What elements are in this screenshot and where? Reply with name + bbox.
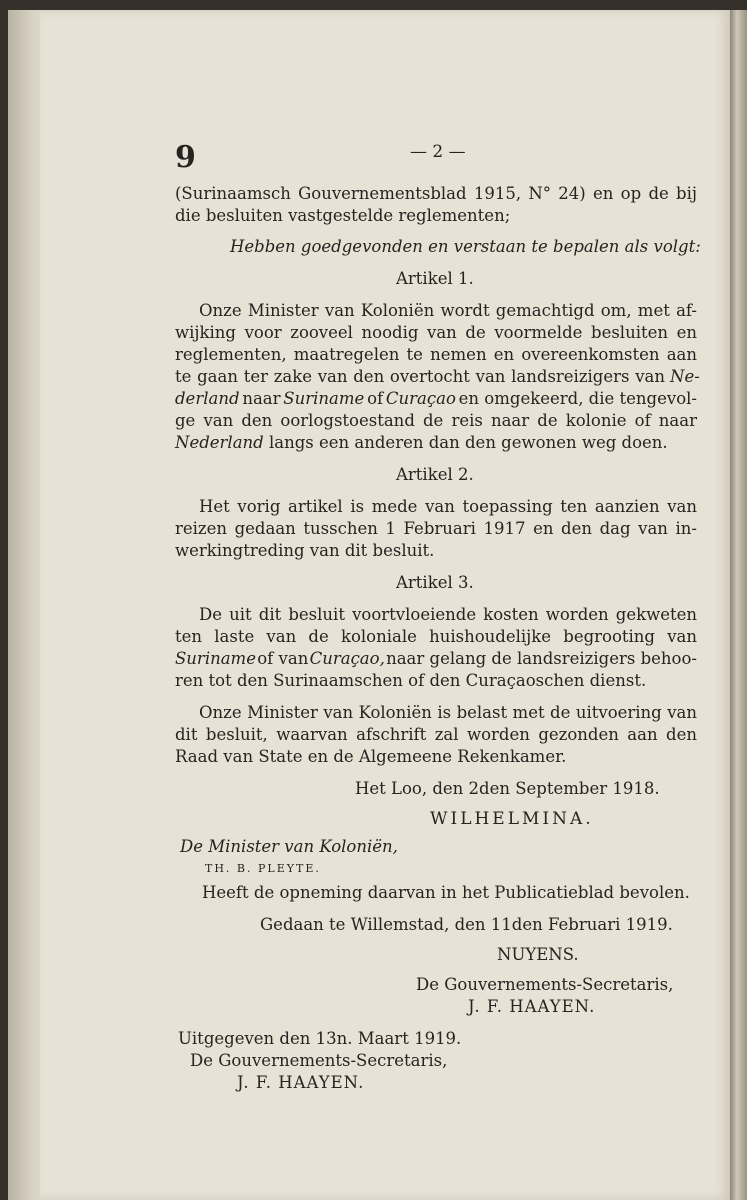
issued-line: Uitgegeven den 13n. Maart 1919. <box>178 1029 462 1048</box>
queen-signature: WILHELMINA. <box>430 809 594 829</box>
article-2-line: werkingtreding van dit besluit. <box>175 541 435 560</box>
text-fragment: naar <box>242 389 281 408</box>
intro-line-1: (Surinaamsch Gouvernementsblad 1915, N° 24) en op de bij <box>175 184 697 203</box>
place-name: Suriname <box>175 649 256 668</box>
article-1-line: wijking voor zooveel noodig van de voormelde besluiten en <box>175 323 697 342</box>
place-name: derland <box>175 389 240 408</box>
article-1-italic: Ne- <box>670 367 700 386</box>
minister-title: De Minister van Koloniën, <box>180 837 398 856</box>
article-1-line-5 <box>175 388 697 410</box>
folio-number: 9 <box>175 140 196 175</box>
article-3-heading: Artikel 3. <box>396 573 474 592</box>
page-edge-right <box>730 10 747 1200</box>
issued-secretary-name: J. F. HAAYEN. <box>237 1073 365 1092</box>
article-1-line: te gaan ter zake van den overtocht van landsreizigers van <box>175 367 665 386</box>
article-3-line: ren tot den Surinaamschen of den Curaçaoschen dienst. <box>175 671 647 690</box>
text-fragment: naar gelang de landsreizigers behoo- <box>386 649 697 668</box>
publication-order: Heeft de opneming daarvan in het Publicatieblad bevolen. <box>202 883 690 902</box>
issued-secretary-title: De Gouvernements-Secretaris, <box>190 1051 448 1070</box>
article-1-heading: Artikel 1. <box>396 269 474 288</box>
article-1-line-7 <box>175 432 668 454</box>
article-3-line: ten laste van de koloniale huishoudelijke begrooting van <box>175 627 697 646</box>
text-fragment: of van <box>257 649 309 668</box>
place-name: Suriname <box>283 389 365 408</box>
text-fragment: of <box>367 389 384 408</box>
place-date: Het Loo, den 2den September 1918. <box>355 779 660 798</box>
article-1-line: Onze Minister van Koloniën wordt gemachtigd om, met af- <box>199 301 697 320</box>
text-fragment: langs een anderen dan den gewonen weg doen. <box>268 433 668 452</box>
given-at-line: Gedaan te Willemstad, den 11den Februari 1919. <box>260 915 673 934</box>
place-name: Nederland <box>175 433 264 452</box>
place-name: Curaçao, <box>309 649 385 668</box>
article-3-line-3 <box>175 648 697 670</box>
article-3-line: De uit dit besluit voortvloeiende kosten worden gekweten <box>199 605 697 624</box>
article-1-line: reglementen, maatregelen te nemen en overeenkomsten aan <box>175 345 697 364</box>
secretary-title: De Gouvernements-Secretaris, <box>416 975 674 994</box>
secretary-name: J. F. HAAYEN. <box>468 997 596 1016</box>
intro-line-2: die besluiten vastgestelde reglementen; <box>175 206 511 225</box>
governor-signature: NUYENS. <box>497 945 579 964</box>
article-2-line: reizen gedaan tusschen 1 Februari 1917 en den dag van in- <box>175 519 697 538</box>
minister-name: TH. B. PLEYTE. <box>205 862 321 875</box>
text-fragment: en omgekeerd, die tengevol- <box>458 389 697 408</box>
article-2-line: Het vorig artikel is mede van toepassing ten aanzien van <box>199 497 697 516</box>
execution-line: dit besluit, waarvan afschrift zal worden gezonden aan den <box>175 725 697 744</box>
page-number: — 2 — <box>410 142 466 162</box>
execution-line: Onze Minister van Koloniën is belast met de uitvoering van <box>199 703 697 722</box>
article-2-heading: Artikel 2. <box>396 465 474 484</box>
resolution-line: Hebben goedgevonden en verstaan te bepalen als volgt: <box>230 237 701 256</box>
place-name: Curaçao <box>385 389 456 408</box>
execution-line: Raad van State en de Algemeene Rekenkamer. <box>175 747 567 766</box>
article-1-line: ge van den oorlogstoestand de reis naar de kolonie of naar <box>175 411 697 430</box>
